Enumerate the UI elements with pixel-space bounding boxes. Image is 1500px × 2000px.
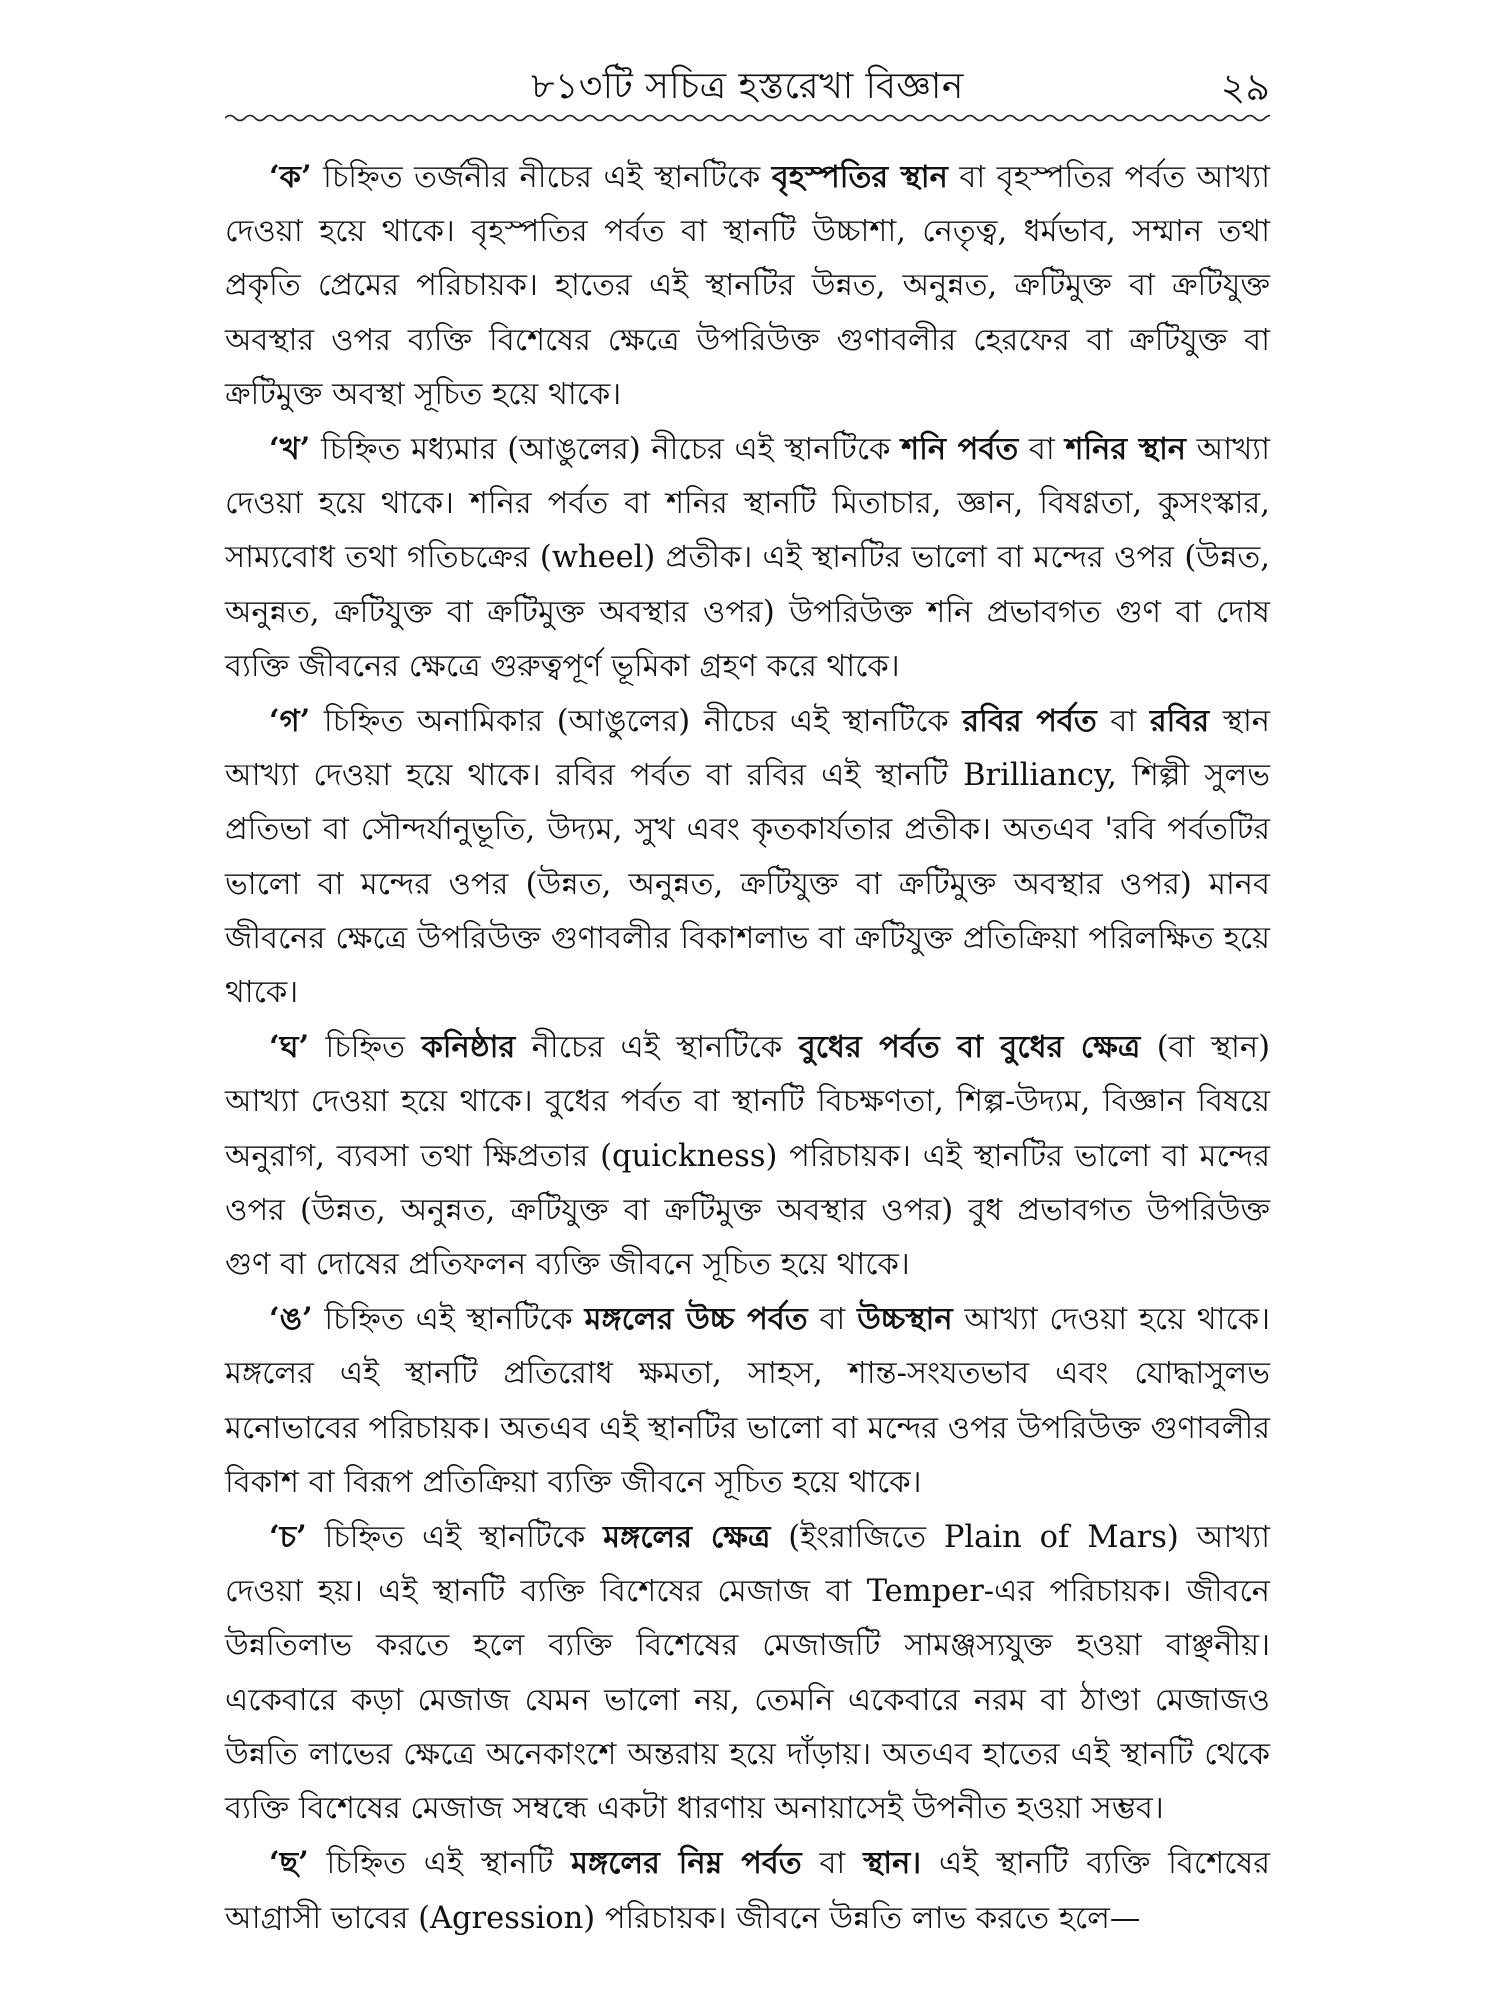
paragraph-marker: ‘গ’ — [269, 703, 311, 740]
paragraph-marker: ‘ঘ’ — [269, 1029, 310, 1066]
page-number: ২৯ — [1220, 65, 1270, 109]
paragraph-text: চিহ্নিত এই স্থানটিকে — [312, 1302, 585, 1338]
paragraph-text: চিহ্নিত — [309, 1030, 422, 1066]
paragraph-text: বা — [1096, 704, 1150, 740]
paragraph-marker: ‘ক’ — [269, 159, 312, 195]
paragraph-text: বা বৃহস্পতির পর্বত আখ্যা দেওয়া হয়ে থাকে। বৃহস্পতির পর্বত বা স্থানটি উচ্চাশা, নেতৃত্ব, ধর্মভাব, সম্মান তথা প্রকৃতি প্রেমের পরিচায়ক। হাতের এই স্থানটির উন্নত, অনুন্নত, ক্রটিমুক্ত বা ক্রটিযুক্ত অবস্থার ওপর ব্যক্তি বিশেষের ক্ষেত্রে উপরিউক্ত গুণাবলীর হেরফের বা ক্রটিযুক্ত বা ক্রটিমুক্ত অবস্থা সূচিত হয়ে থাকে। — [225, 160, 1271, 412]
bold-term: বুধের পর্বত বা বুধের ক্ষেত্র — [798, 1029, 1141, 1066]
bold-term: রবির — [1149, 703, 1210, 740]
paragraph-text: চিহ্নিত তর্জনীর নীচের এই স্থানটিকে — [311, 160, 772, 195]
paragraph-marker: ‘ঙ’ — [269, 1301, 313, 1338]
bold-term: উচ্চস্থান — [857, 1301, 953, 1338]
paragraph-text: (ইংরাজিতে Plain of Mars) আখ্যা দেওয়া হয়। এই স্থানটি ব্যক্তি বিশেষের মেজাজ বা Temper-এর পরিচায়ক। জীবনে উন্নতিলাভ করতে হলে ব্যক্তি বিশেষের মেজাজটি সামঞ্জস্যযুক্ত হওয়া বাঞ্ছনীয়। একেবারে কড়া মেজাজ যেমন ভালো নয়, তেমনি একেবারে নরম বা ঠাণ্ডা মেজাজও উন্নতি লাভের ক্ষেত্রে অনেকাংশে অন্তরায় হয়ে দাঁড়ায়। অতএব হাতের এই স্থানটি থেকে ব্যক্তি বিশেষের মেজাজ সম্বন্ধে একটা ধারণায় অনায়াসেই উপনীত হওয়া সম্ভব। — [225, 1520, 1270, 1827]
paragraph-text: আখ্যা দেওয়া হয়ে থাকে। মঙ্গলের এই স্থানটি প্রতিরোধ ক্ষমতা, সাহস, শান্ত-সংযতভাব এবং যোদ্ধাসুলভ মনোভাবের পরিচায়ক। অতএব এই স্থানটির ভালো বা মন্দের ওপর উপরিউক্ত গুণাবলীর বিকাশ বা বিরূপ প্রতিক্রিয়া ব্যক্তি জীবনে সূচিত হয়ে থাকে। — [225, 1302, 1270, 1500]
paragraph-uma — [225, 1292, 1270, 1510]
paragraph-text: আখ্যা দেওয়া হয়ে থাকে। শনির পর্বত বা শনির স্থানটি মিতাচার, জ্ঞান, বিষণ্ণতা, কুসংস্কার, সাম্যবোধ তথা গতিচক্রের (wheel) প্রতীক। এই স্থানটির ভালো বা মন্দের ওপর (উন্নত, অনুন্নত, ক্রটিযুক্ত বা ক্রটিমুক্ত অবস্থার ওপর) উপরিউক্ত শনি প্রভাবগত গুণ বা দোষ ব্যক্তি জীবনের ক্ষেত্রে গুরুত্বপূর্ণ ভূমিকা গ্রহণ করে থাকে। — [225, 432, 1270, 684]
paragraph-text: বা — [801, 1846, 864, 1882]
bold-term: কনিষ্ঠার — [421, 1029, 516, 1066]
bold-term: বৃহস্পতির স্থান — [771, 159, 948, 195]
paragraph-marker: ‘খ’ — [269, 431, 311, 468]
paragraph-text: স্থান আখ্যা দেওয়া হয়ে থাকে। রবির পর্বত বা রবির এই স্থানটি Brilliancy, শিল্পী সুলভ প্রতিভা বা সৌন্দর্যানুভূতি, উদ্যম, সুখ এবং কৃতকার্যতার প্রতীক। অতএব 'রবি পর্বতটির ভালো বা মন্দের ওপর (উন্নত, অনুন্নত, ক্রটিযুক্ত বা ক্রটিমুক্ত অবস্থার ওপর) মানব জীবনের ক্ষেত্রে উপরিউক্ত গুণাবলীর বিকাশলাভ বা ক্রটিযুক্ত প্রতিক্রিয়া পরিলক্ষিত হয়ে থাকে। — [225, 704, 1270, 1011]
bold-term: শনির স্থান — [1065, 431, 1186, 468]
bold-term: মঙ্গলের উচ্চ পর্বত — [584, 1301, 808, 1338]
paragraph-cha — [225, 1510, 1270, 1836]
paragraph-gha — [225, 1020, 1270, 1292]
paragraph-text: চিহ্নিত এই স্থানটি — [308, 1846, 571, 1882]
paragraph-text: বা — [807, 1302, 858, 1338]
paragraph-text: চিহ্নিত অনামিকার (আঙুলের) নীচের এই স্থানটিকে — [310, 704, 963, 740]
paragraph-kha — [225, 422, 1270, 694]
paragraph-text: চিহ্নিত এই স্থানটিকে — [306, 1520, 604, 1556]
bold-term: মঙ্গলের ক্ষেত্র — [603, 1519, 771, 1556]
paragraph-text: (বা স্থান) আখ্যা দেওয়া হয়ে থাকে। বুধের পর্বত বা স্থানটি বিচক্ষণতা, শিল্প-উদ্যম, বিজ্ঞান বিষয়ে অনুরাগ, ব্যবসা তথা ক্ষিপ্রতার (quickness) পরিচায়ক। এই স্থানটির ভালো বা মন্দের ওপর (উন্নত, অনুন্নত, ক্রটিযুক্ত বা ক্রটিমুক্ত অবস্থার ওপর) বুধ প্রভাবগত উপরিউক্ত গুণ বা দোষের প্রতিফলন ব্যক্তি জীবনে সূচিত হয়ে থাকে। — [225, 1030, 1270, 1283]
bold-term: রবির পর্বত — [962, 703, 1097, 740]
body-text — [225, 150, 1270, 1946]
bold-term: শনি পর্বত — [901, 431, 1019, 468]
paragraph-ga — [225, 694, 1270, 1020]
paragraph-text: বা — [1018, 432, 1066, 468]
paragraph-ka — [225, 150, 1270, 422]
paragraph-text: চিহ্নিত মধ্যমার (আঙুলের) নীচের এই স্থানটিকে — [310, 432, 902, 468]
paragraph-marker: ‘ছ’ — [269, 1845, 309, 1882]
paragraph-marker: ‘চ’ — [269, 1519, 307, 1556]
bold-term: মঙ্গলের নিম্ন পর্বত — [570, 1845, 802, 1882]
paragraph-text: এই স্থানটি ব্যক্তি বিশেষের আগ্রাসী ভাবের (Agression) পরিচায়ক। জীবনে উন্নতি লাভ করতে হলে— — [225, 1846, 1271, 1936]
running-header — [225, 62, 1270, 118]
paragraph-chha — [225, 1836, 1270, 1945]
book-title: ৮১৩টি সচিত্র হস্তরেখা বিজ্ঞান — [531, 66, 964, 107]
wavy-divider — [225, 112, 1270, 124]
bold-term: স্থান। — [863, 1845, 922, 1882]
paragraph-text: নীচের এই স্থানটিকে — [515, 1030, 799, 1066]
